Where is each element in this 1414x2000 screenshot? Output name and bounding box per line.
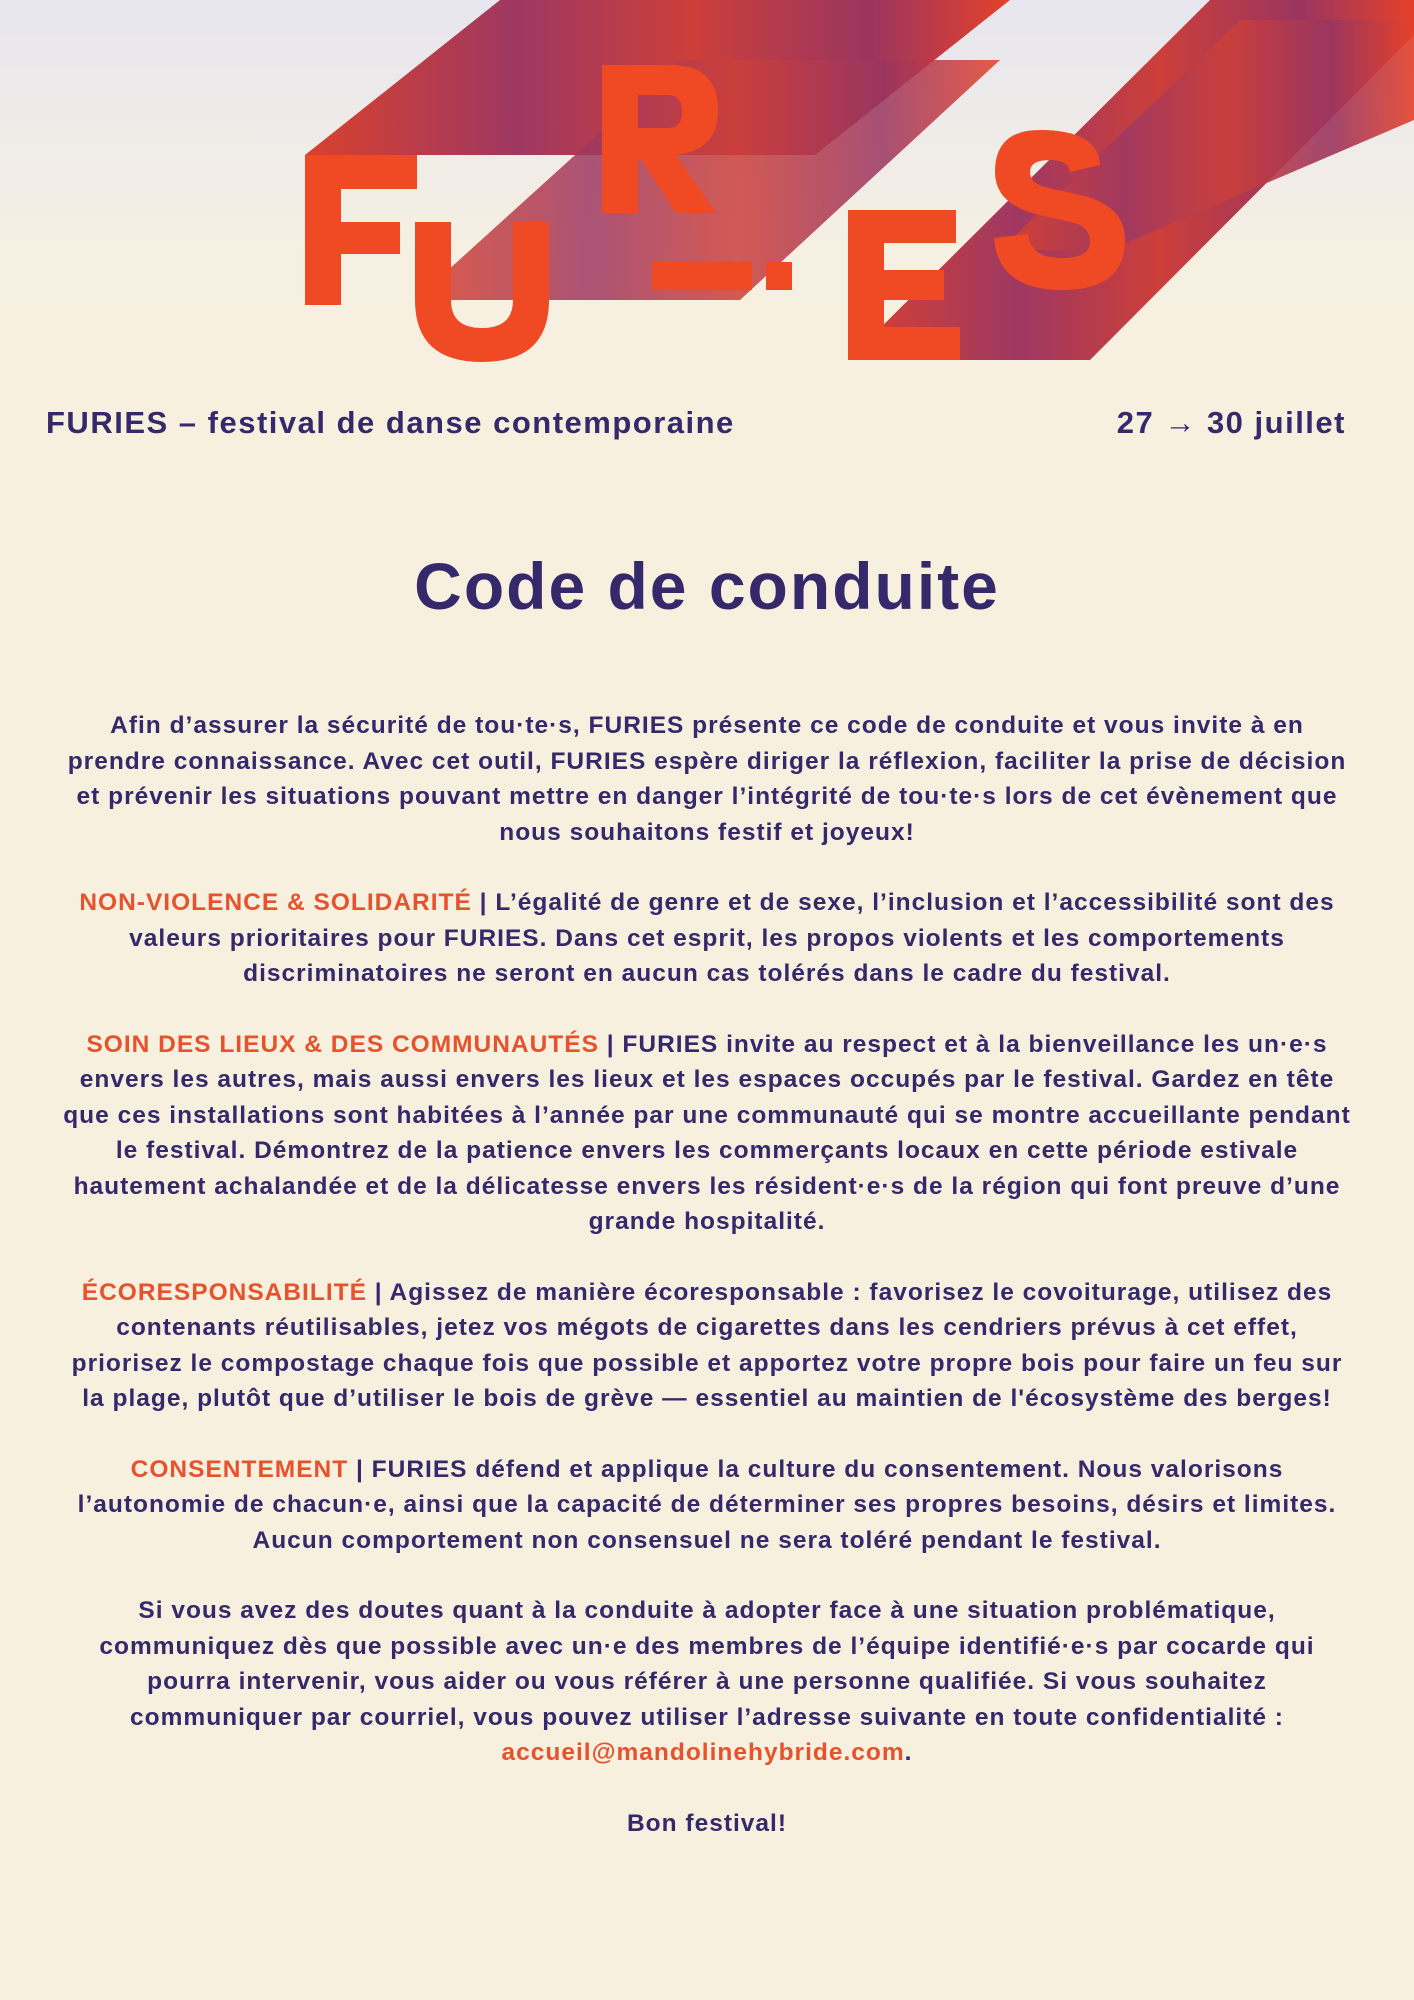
- contact-email-suffix: .: [904, 1739, 913, 1766]
- festival-name: FURIES – festival de danse contemporaine: [46, 405, 735, 440]
- intro-paragraph: Afin d’assurer la sécurité de tou·te·s, FURIES présente ce code de conduite et vous invite à en prendre connaissance. Avec cet outil, FURIES espère diriger la réflexion, faciliter la prise de décision et prévenir les situations pouvant mettre en danger l’intégrité de tou·te·s lors de cet évènement que nous souhaitons festif et joyeux!: [67, 712, 1347, 846]
- logo-letter-f: [305, 155, 417, 305]
- document-body: [60, 708, 1354, 1876]
- section-consentement: [60, 1452, 1354, 1559]
- section-soin-lieux: [60, 1027, 1354, 1240]
- contact-email-link[interactable]: accueil@mandolinehybride.com: [501, 1739, 905, 1766]
- section-non-violence: [60, 885, 1354, 992]
- festival-header: [46, 405, 1346, 441]
- section-heading: NON-VIOLENCE & SOLIDARITÉ: [79, 889, 472, 916]
- section-heading: SOIN DES LIEUX & DES COMMUNAUTÉS: [86, 1030, 599, 1058]
- logo-letter-e: [848, 210, 960, 360]
- section-ecoresponsabilite: [60, 1275, 1354, 1417]
- contact-paragraph: [60, 1593, 1354, 1771]
- contact-text: Si vous avez des doutes quant à la conduite à adopter face à une situation problématique, communiquez dès que possible avec un·e des membres de l’équipe identifié·e·s par cocarde qui pourra intervenir, vous aider ou vous référer à une personne qualifiée. Si vous souhaitez communiquer par courriel, vous pouvez utiliser l’adresse suivante en toute confidentialité :: [99, 1597, 1315, 1731]
- section-body: | FURIES invite au respect et à la bienveillance les un·e·s envers les autres, mais aussi envers les lieux et les espaces occupés par le festival. Gardez en tête que ces installations sont habitées à l’année par une communauté qui se montre accueillante pendant le festival. Démontrez de la patience envers les commerçants locaux en cette période estivale hautement achalandée et de la délicatesse envers les résident·e·s de la région qui font preuve d’une grande hospitalité.: [63, 1030, 1351, 1235]
- section-body: | L’égalité de genre et de sexe, l’inclusion et l’accessibilité sont des valeurs prioritaires pour FURIES. Dans cet esprit, les propos violents et les comportements discriminatoires ne seront en aucun cas tolérés dans le cadre du festival.: [129, 889, 1335, 987]
- furies-logo: [0, 0, 1414, 380]
- section-body: | FURIES défend et applique la culture du consentement. Nous valorisons l’autonomie de chacun·e, ainsi que la capacité de déterminer ses propres besoins, désirs et limites. Aucun comportement non consensuel ne sera toléré pendant le festival.: [77, 1455, 1337, 1554]
- section-body: | Agissez de manière écoresponsable : favorisez le covoiturage, utilisez des contenants réutilisables, jetez vos mégots de cigarettes dans les cendriers prévus à cet effet, priorisez le compostage chaque fois que possible et apportez votre propre bois pour faire un feu sur la plage, plutôt que d’utiliser le bois de grève — essentiel au maintien de l'écosystème des berges!: [71, 1278, 1343, 1412]
- page-title: Code de conduite: [414, 549, 1000, 623]
- logo-letter-i: [652, 262, 792, 290]
- section-heading: CONSENTEMENT: [130, 1455, 349, 1483]
- section-heading: ÉCORESPONSABILITÉ: [81, 1278, 367, 1306]
- festival-dates: 27 → 30 juillet: [1116, 405, 1346, 440]
- closing-line: Bon festival!: [626, 1809, 788, 1837]
